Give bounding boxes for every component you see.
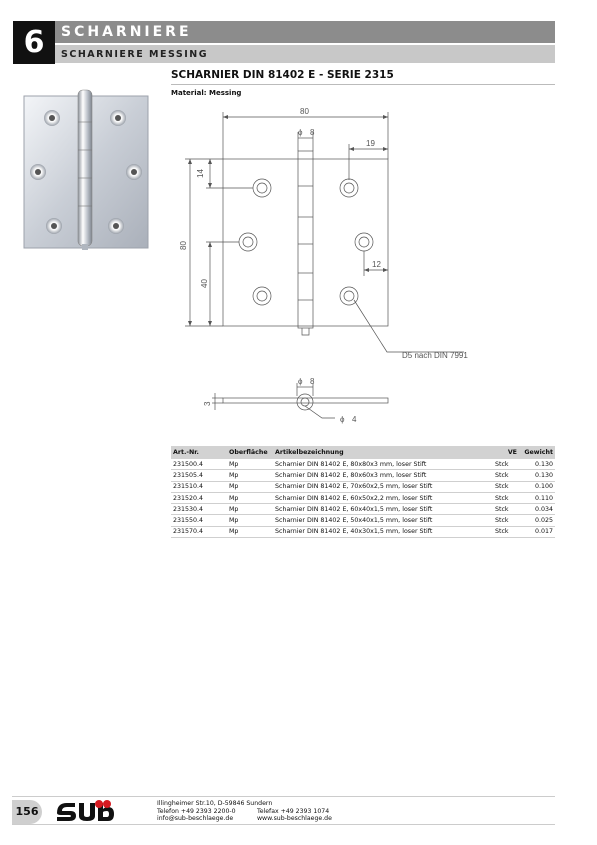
cell-art-nr: 231550.4 <box>171 515 227 526</box>
side-dim-thickness: 3 <box>203 401 212 406</box>
table-row <box>171 515 555 526</box>
cell-bezeichnung: Scharnier DIN 81402 E, 60x50x2,2 mm, loser Stift <box>273 492 493 503</box>
spec-table <box>171 446 555 538</box>
cell-art-nr: 231520.4 <box>171 492 227 503</box>
material-label: Material: Messing <box>171 89 242 97</box>
footer-divider-top <box>12 796 555 797</box>
company-logo <box>55 799 117 823</box>
dim-hole-offset: 19 <box>366 139 375 148</box>
footer-address <box>157 800 272 823</box>
col-oberflaeche: Oberfläche <box>227 446 273 459</box>
cell-gewicht: 0.017 <box>519 526 555 537</box>
cell-oberflaeche: Mp <box>227 481 273 492</box>
table-row <box>171 470 555 481</box>
cell-gewicht: 0.034 <box>519 504 555 515</box>
cell-bezeichnung: Scharnier DIN 81402 E, 80x80x3 mm, loser Stift <box>273 459 493 470</box>
cell-gewicht: 0.130 <box>519 470 555 481</box>
table-row <box>171 526 555 537</box>
side-phi-symbol: ϕ <box>298 377 303 386</box>
dim-pin-diameter: 8 <box>310 128 315 137</box>
cell-bezeichnung: Scharnier DIN 81402 E, 50x40x1,5 mm, loser Stift <box>273 515 493 526</box>
side-phi-symbol-inner: ϕ <box>340 415 345 424</box>
cell-ve: Stck <box>493 470 519 481</box>
cell-oberflaeche: Mp <box>227 504 273 515</box>
dim-side: 12 <box>372 260 381 269</box>
side-dim-pin: 8 <box>310 377 315 386</box>
cell-ve: Stck <box>493 492 519 503</box>
address-fax: Telefax +49 2393 1074 <box>257 807 330 815</box>
address-website[interactable]: www.sub-beschlaege.de <box>257 815 332 823</box>
phi-symbol: ϕ <box>298 128 303 137</box>
cell-oberflaeche: Mp <box>227 515 273 526</box>
chapter-number: 6 <box>13 21 55 64</box>
cell-art-nr: 231570.4 <box>171 526 227 537</box>
col-artikelbezeichnung: Artikelbezeichnung <box>273 446 493 459</box>
technical-drawing <box>172 100 472 430</box>
cell-ve: Stck <box>493 504 519 515</box>
cell-gewicht: 0.130 <box>519 459 555 470</box>
drawing-note: D5 nach DIN 7991 <box>402 351 468 360</box>
cell-bezeichnung: Scharnier DIN 81402 E, 80x60x3 mm, loser Stift <box>273 470 493 481</box>
address-email[interactable]: info@sub-beschlaege.de <box>157 815 234 823</box>
cell-art-nr: 231500.4 <box>171 459 227 470</box>
dim-width: 80 <box>300 107 309 116</box>
cell-gewicht: 0.025 <box>519 515 555 526</box>
col-ve: VE <box>493 446 519 459</box>
table-header-row <box>171 446 555 459</box>
cell-ve: Stck <box>493 481 519 492</box>
cell-ve: Stck <box>493 526 519 537</box>
cell-art-nr: 231530.4 <box>171 504 227 515</box>
cell-bezeichnung: Scharnier DIN 81402 E, 70x60x2,5 mm, loser Stift <box>273 481 493 492</box>
product-title: SCHARNIER DIN 81402 E - SERIE 2315 <box>171 69 394 81</box>
table-row <box>171 504 555 515</box>
footer-divider-bottom <box>12 824 555 825</box>
cell-art-nr: 231505.4 <box>171 470 227 481</box>
table-row <box>171 459 555 470</box>
cell-gewicht: 0.110 <box>519 492 555 503</box>
cell-gewicht: 0.100 <box>519 481 555 492</box>
col-art-nr: Art.-Nr. <box>171 446 227 459</box>
cell-oberflaeche: Mp <box>227 526 273 537</box>
cell-oberflaeche: Mp <box>227 459 273 470</box>
cell-bezeichnung: Scharnier DIN 81402 E, 60x40x1,5 mm, loser Stift <box>273 504 493 515</box>
address-street: Illingheimer Str.10, D-59846 Sundern <box>157 800 273 807</box>
cell-oberflaeche: Mp <box>227 470 273 481</box>
dim-height: 80 <box>179 241 188 250</box>
section-title: SCHARNIERE <box>55 21 555 43</box>
col-gewicht: Gewicht <box>519 446 555 459</box>
dim-top-margin: 14 <box>196 169 205 178</box>
table-row <box>171 492 555 503</box>
side-dim-pin-inner: 4 <box>352 415 357 424</box>
hinge-photo <box>22 88 152 253</box>
cell-oberflaeche: Mp <box>227 492 273 503</box>
dim-lower: 40 <box>200 279 209 288</box>
page-number: 156 <box>12 800 42 824</box>
footer-contact <box>257 808 332 823</box>
subsection-title: SCHARNIERE MESSING <box>55 45 555 63</box>
cell-ve: Stck <box>493 459 519 470</box>
table-row <box>171 481 555 492</box>
title-divider <box>171 84 555 85</box>
cell-art-nr: 231510.4 <box>171 481 227 492</box>
cell-ve: Stck <box>493 515 519 526</box>
address-phone: Telefon +49 2393 2200-0 <box>157 807 236 815</box>
cell-bezeichnung: Scharnier DIN 81402 E, 40x30x1,5 mm, loser Stift <box>273 526 493 537</box>
